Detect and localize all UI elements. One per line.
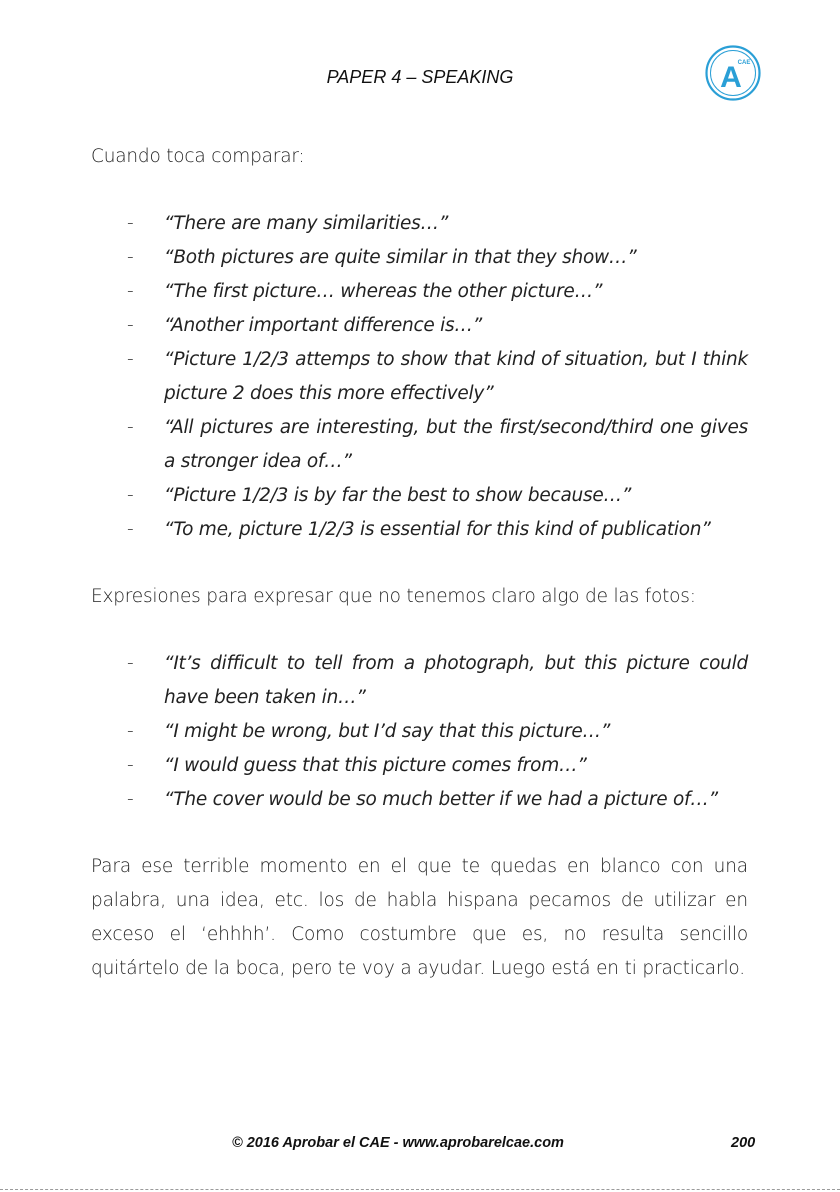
footer-page-number: 200 xyxy=(731,1135,756,1151)
bottom-divider xyxy=(0,1189,840,1190)
footer-copyright: © 2016 Aprobar el CAE - www.aprobarelcae.com xyxy=(232,1135,564,1151)
section-heading-uncertainty: Expresiones para expresar que no tenemos claro algo de las fotos: xyxy=(91,586,696,607)
closing-paragraph: Para ese terrible momento en el que te quedas en blanco con una palabra, una idea, etc. los de habla hispana pecamos de utilizar en exceso el ‘ehhhh’. Como costumbre que es, no resulta sencillo quitártelo de la boca, pero te voy a ayudar. Luego está en ti practicarlo. xyxy=(91,856,748,979)
list-item xyxy=(91,309,748,343)
logo-letter: A xyxy=(720,61,742,94)
phrase-text: “The first picture… whereas the other picture…” xyxy=(164,281,603,302)
uncertainty-phrases-list xyxy=(91,647,748,817)
list-dash: - xyxy=(127,755,134,776)
list-dash: - xyxy=(127,349,134,370)
phrase-text: “I might be wrong, but I’d say that this picture…” xyxy=(164,721,611,742)
list-dash: - xyxy=(127,281,134,302)
phrase-text: “I would guess that this picture comes from…” xyxy=(164,755,587,776)
list-item xyxy=(91,241,748,275)
phrase-text: “To me, picture 1/2/3 is essential for this kind of publication” xyxy=(164,519,711,540)
list-item xyxy=(91,275,748,309)
phrase-text: “All pictures are interesting, but the first/second/third one gives a stronger idea of…” xyxy=(164,417,748,472)
list-item xyxy=(91,343,748,411)
compare-phrases-list xyxy=(91,207,748,547)
list-dash: - xyxy=(127,485,134,506)
list-item xyxy=(91,207,748,241)
list-item xyxy=(91,749,748,783)
list-dash: - xyxy=(127,315,134,336)
phrase-text: “Another important difference is…” xyxy=(164,315,483,336)
section-heading-compare: Cuando toca comparar: xyxy=(91,146,305,167)
logo-subtext: CAE xyxy=(737,60,751,66)
page-header-title: PAPER 4 – SPEAKING xyxy=(326,67,514,87)
list-dash: - xyxy=(127,653,134,674)
phrase-text: “It’s difficult to tell from a photograph, but this picture could have been taken in…” xyxy=(164,653,748,708)
phrase-text: “There are many similarities…” xyxy=(164,213,449,234)
list-item xyxy=(91,647,748,715)
list-item xyxy=(91,783,748,817)
list-dash: - xyxy=(127,417,134,438)
phrase-text: “Picture 1/2/3 is by far the best to show because…” xyxy=(164,485,632,506)
list-item xyxy=(91,479,748,513)
list-item xyxy=(91,715,748,749)
aprobar-cae-logo xyxy=(704,44,762,102)
list-item xyxy=(91,513,748,547)
list-dash: - xyxy=(127,721,134,742)
phrase-text: “The cover would be so much better if we had a picture of…” xyxy=(164,789,718,810)
phrase-text: “Picture 1/2/3 attemps to show that kind of situation, but I think picture 2 does this more effectively” xyxy=(164,349,748,404)
phrase-text: “Both pictures are quite similar in that they show…” xyxy=(164,247,637,268)
list-item xyxy=(91,411,748,479)
list-dash: - xyxy=(127,247,134,268)
list-dash: - xyxy=(127,789,134,810)
page-content xyxy=(91,140,748,986)
list-dash: - xyxy=(127,213,134,234)
list-dash: - xyxy=(127,519,134,540)
